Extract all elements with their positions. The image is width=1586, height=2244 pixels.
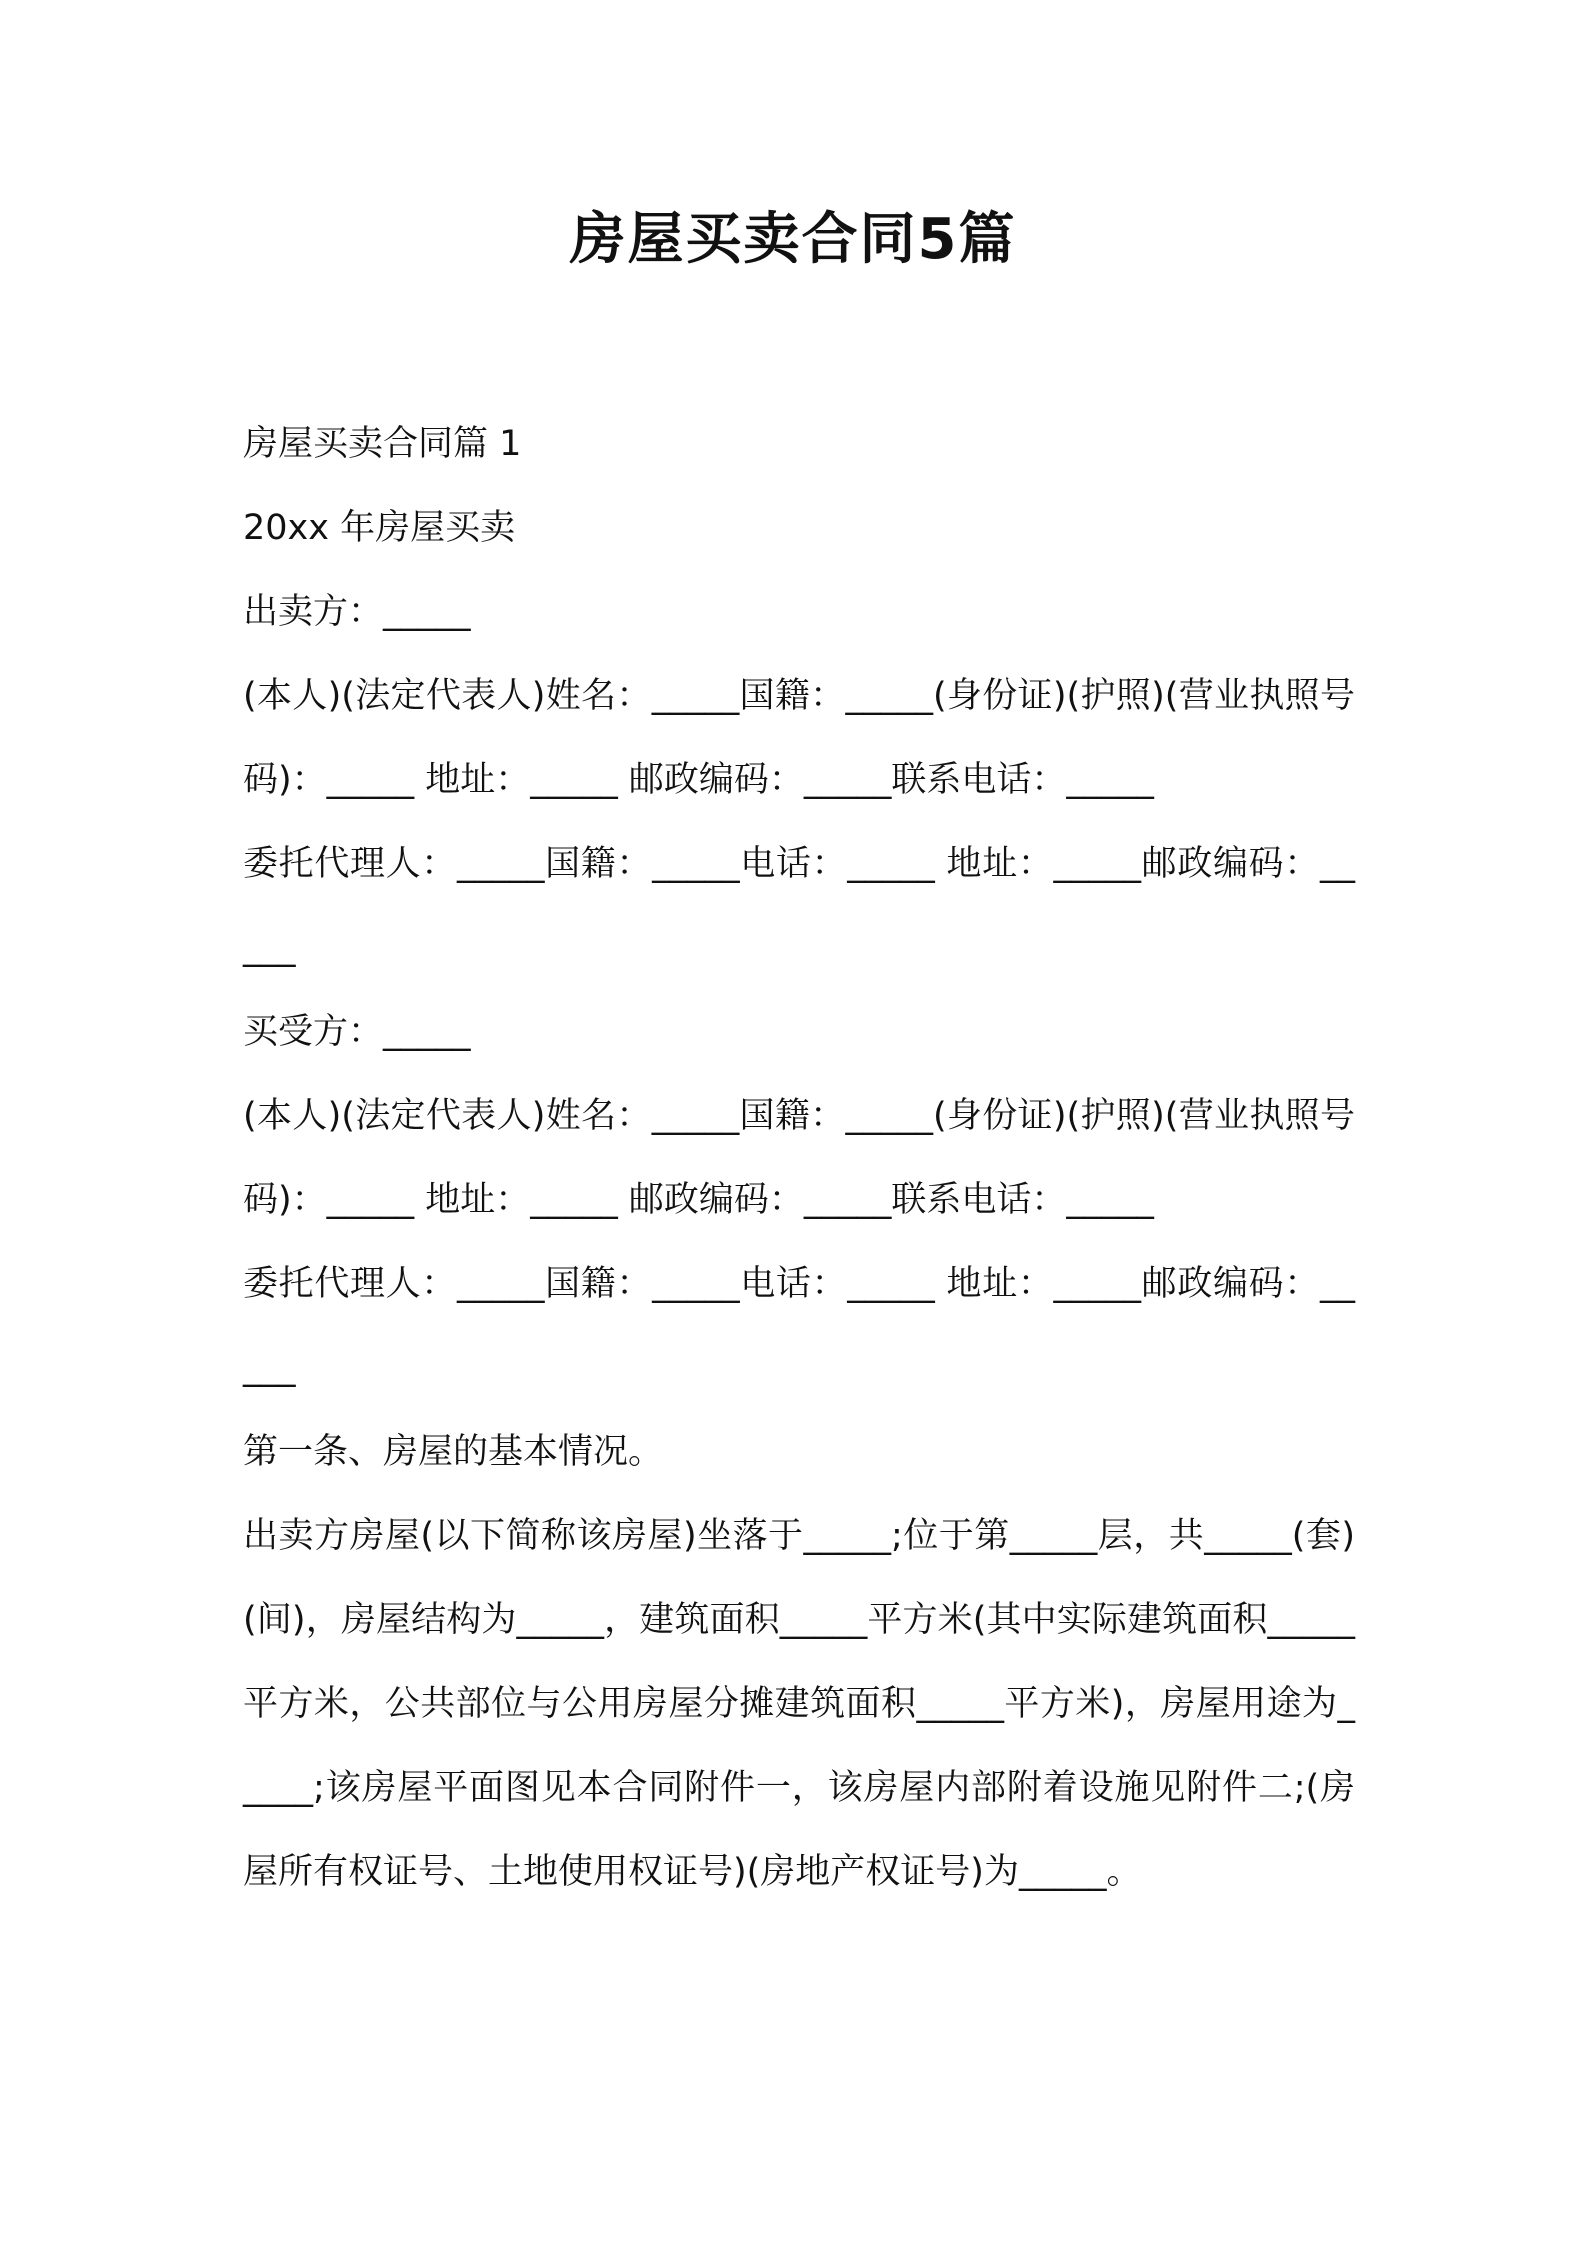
document-body (243, 402, 1355, 1914)
article-one-paragraph: 出卖方房屋(以下简称该房屋)坐落于_____;位于第_____层，共_____(套)(间)，房屋结构为_____，建筑面积_____平方米(其中实际建筑面积_____平方米，公共部位与公用房屋分摊建筑面积_____平方米)，房屋用途为_____;该房屋平面图见本合同附件一，该房屋内部附着设施见附件二;(房屋所有权证号、土地使用权证号)(房地产权证号)为_____。 (243, 1516, 1355, 1892)
contract-subtitle: 20xx 年房屋买卖 (243, 508, 516, 548)
buyer-identity-paragraph: (本人)(法定代表人)姓名：_____国籍：_____(身份证)(护照)(营业执照号码)：_____ 地址：_____ 邮政编码：_____联系电话：_____ (243, 1096, 1355, 1220)
document-title: 房屋买卖合同5篇 (569, 207, 1017, 272)
buyer-agent-paragraph: 委托代理人：_____国籍：_____电话：_____ 地址：_____邮政编码：_____ (243, 1264, 1355, 1388)
seller-agent-paragraph: 委托代理人：_____国籍：_____电话：_____ 地址：_____邮政编码：_____ (243, 844, 1355, 968)
article-one-heading: 第一条、房屋的基本情况。 (243, 1432, 664, 1472)
seller-label: 出卖方：_____ (243, 592, 471, 632)
seller-identity-paragraph: (本人)(法定代表人)姓名：_____国籍：_____(身份证)(护照)(营业执照号码)：_____ 地址：_____ 邮政编码：_____联系电话：_____ (243, 676, 1355, 800)
buyer-label: 买受方：_____ (243, 1012, 471, 1052)
section-heading: 房屋买卖合同篇 1 (243, 424, 522, 464)
